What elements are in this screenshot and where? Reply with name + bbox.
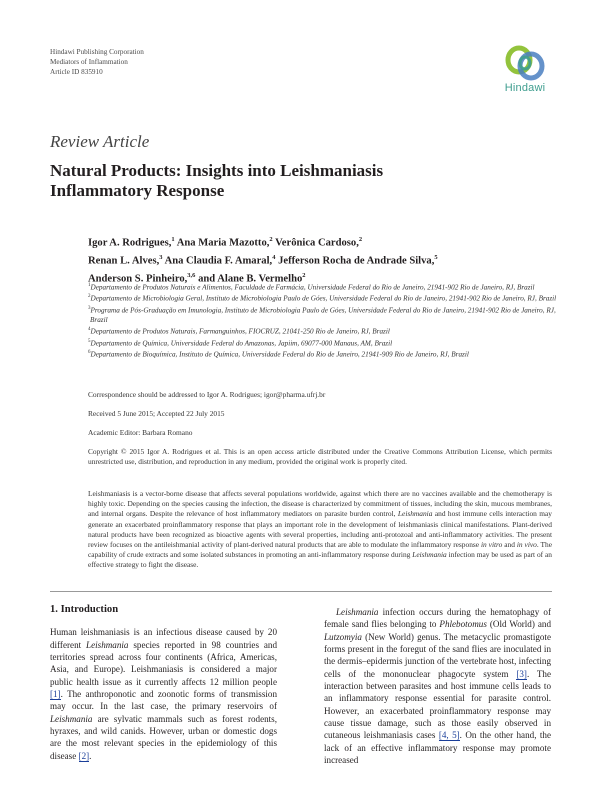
hindawi-logo-text: Hindawi bbox=[504, 82, 546, 94]
author-affiliation-marker: 5 bbox=[434, 253, 438, 261]
intro-paragraph-2: Leishmania infection occurs during the hematophagy of female sand flies belonging to Phlebotomus (Old World) and Lutzomyia (New World) genus. The metacyclic promastigote forms present in the foregut of the sand flies are inoculated in the dermis–epidermis junction of the vertebrate host, infecting cells of the mononuclear phagocyte system [3]. The interaction between parasites and host immune cells leads to an inflammatory response essential for parasite control. However, an exacerbated proinflammatory response may cause tissue damage, such as those easily observed in cutaneous leishmaniasis cases [4, 5]. On the other hand, the lack of an effective inflammatory response may promote increased bbox=[324, 607, 551, 766]
section-divider bbox=[50, 591, 552, 592]
hindawi-logo[interactable] bbox=[495, 45, 555, 94]
author-line-1 bbox=[88, 233, 558, 251]
intro-paragraph-1: Human leishmaniasis is an infectious disease caused by 20 different Leishmania species reported in 98 countries and territories spread across four continents (Africa, Americas, Asia, and Europe). Leishmaniasis is considered a major public health issue as it currently affects 12 million people [1]. The anthroponotic and zoonotic forms of transmission may occur. In the last case, the primary reservoirs of Leishmania are sylvatic mammals such as forest rodents, hyraxes, and wild canids. However, urban or domestic dogs are the most relevant species in the epidemiology of this disease [2]. bbox=[50, 627, 277, 761]
author-affiliation-marker: 3 bbox=[159, 253, 163, 261]
author-affiliation-marker: 4 bbox=[272, 253, 276, 261]
hindawi-logo-icon bbox=[503, 45, 547, 81]
journal-header bbox=[50, 47, 144, 77]
citation-link[interactable]: [4, 5] bbox=[438, 730, 460, 741]
author-name: Verônica Cardoso, bbox=[275, 237, 359, 249]
intro-right-column bbox=[324, 606, 551, 766]
author-name: Ana Claudia F. Amaral, bbox=[164, 255, 273, 267]
author-name: Ana Maria Mazotto, bbox=[176, 237, 270, 249]
author-name: Renan L. Alves, bbox=[88, 255, 160, 267]
title-line-2: Inflammatory Response bbox=[50, 181, 225, 200]
academic-editor: Academic Editor: Barbara Romano bbox=[88, 428, 193, 437]
author-name: Igor A. Rodrigues, bbox=[88, 237, 172, 249]
affiliation-item: $^6$Departamento de Bioquímica, Instituto de Química, Universidade Federal do Rio de Janeiro, 21941-909 Rio de Janeiro, RJ, Brazil bbox=[88, 349, 469, 359]
affiliation-item: $^2$Departamento de Microbiologia Geral, Instituto de Microbiologia Paulo de Góes, Universidade Federal do Rio de Janeiro, 21941-902 Rio de Janeiro, RJ, Brazil bbox=[88, 294, 557, 303]
author-affiliation-marker: 2 bbox=[269, 236, 273, 243]
author-name: Anderson S. Pinheiro, bbox=[88, 273, 188, 285]
journal-name: Mediators of Inflammation bbox=[50, 58, 128, 66]
article-id: Article ID 835910 bbox=[50, 68, 103, 76]
author-name: Jefferson Rocha de Andrade Silva, bbox=[278, 255, 435, 267]
affiliation-item: $^4$Departamento de Produtos Naturais, Farmanguinhos, FIOCRUZ, 21041-250 Rio de Janeiro, RJ, Brazil bbox=[88, 327, 390, 336]
affiliation-list bbox=[88, 281, 558, 359]
correspondence-line: Correspondence should be addressed to Igor A. Rodrigues; igor@pharma.ufrj.br bbox=[88, 390, 326, 399]
section-heading-introduction: 1. Introduction bbox=[50, 604, 119, 615]
author-list bbox=[88, 233, 558, 287]
copyright-notice: Copyright © 2015 Igor A. Rodrigues et al. This is an open access article distributed under the Creative Commons Attribution License, which permits unrestricted use, distribution, and reproduction in any medium, provided the original work is properly cited. bbox=[88, 447, 552, 467]
intro-left-column bbox=[50, 604, 277, 762]
citation-link[interactable]: [1] bbox=[50, 689, 61, 700]
author-affiliation-marker: 3,6 bbox=[187, 271, 196, 279]
citation-link[interactable]: [2] bbox=[78, 750, 90, 761]
title-line-1: Natural Products: Insights into Leishmaniasis bbox=[50, 161, 384, 180]
author-affiliation-marker: 2 bbox=[358, 236, 363, 243]
citation-link[interactable]: [3] bbox=[516, 668, 527, 679]
abstract: Leishmaniasis is a vector-borne disease that affects several populations worldwide, against which there are no vaccines available and the chemotherapy is highly toxic. Depending on the species causing the infection, the disease is characterized by commitment of tissues, including the skin, mucous membranes, and internal organs. Despite the relevance of host inflammatory mediators on parasite burden control, Leishmania and host immune cells interaction may generate an exacerbated proinflammatory response that plays an important role in the development of leishmaniasis clinical manifestations. Plant-derived natural products have been recognized as bioactive agents with several properties, including anti-protozoal and anti-inflammatory activities. The present review focuses on the antileishmanial activity of plant-derived natural products that are able to modulate the inflammatory response in vitro and in vivo. The capability of crude extracts and some isolated substances in promoting an anti-inflammatory response during Leishmania infection may be used as part of an effective strategy to fight the disease. bbox=[88, 489, 552, 570]
author-affiliation-marker: 2 bbox=[302, 271, 306, 279]
article-title bbox=[50, 161, 500, 201]
author-affiliation-marker: 1 bbox=[171, 236, 175, 243]
article-type: Review Article bbox=[50, 132, 150, 151]
affiliation-item: $^5$Departamento de Química, Universidade Federal do Amazonas, Japiim, 69077-000 Manaus, AM, Brazil bbox=[88, 338, 393, 347]
affiliation-item: $^1$Departamento de Produtos Naturais e Alimentos, Faculdade de Farmácia, Universidade Federal do Rio de Janeiro, 21941-902 Rio de Janeiro, RJ, Brazil bbox=[88, 283, 535, 292]
received-dates: Received 5 June 2015; Accepted 22 July 2015 bbox=[88, 409, 225, 418]
author-name: and Alane B. Vermelho bbox=[198, 273, 303, 285]
author-line-2 bbox=[88, 251, 558, 269]
publisher-name: Hindawi Publishing Corporation bbox=[50, 48, 144, 56]
correspondence-email-link[interactable]: igor@pharma.ufrj.br bbox=[263, 390, 326, 399]
affiliation-item: $^3$Programa de Pós-Graduação em Imunologia, Instituto de Microbiologia Paulo de Góes, Universidade Federal do Rio de Janeiro, 21941-902 Rio de Janeiro, RJ, Brazil bbox=[88, 305, 556, 325]
